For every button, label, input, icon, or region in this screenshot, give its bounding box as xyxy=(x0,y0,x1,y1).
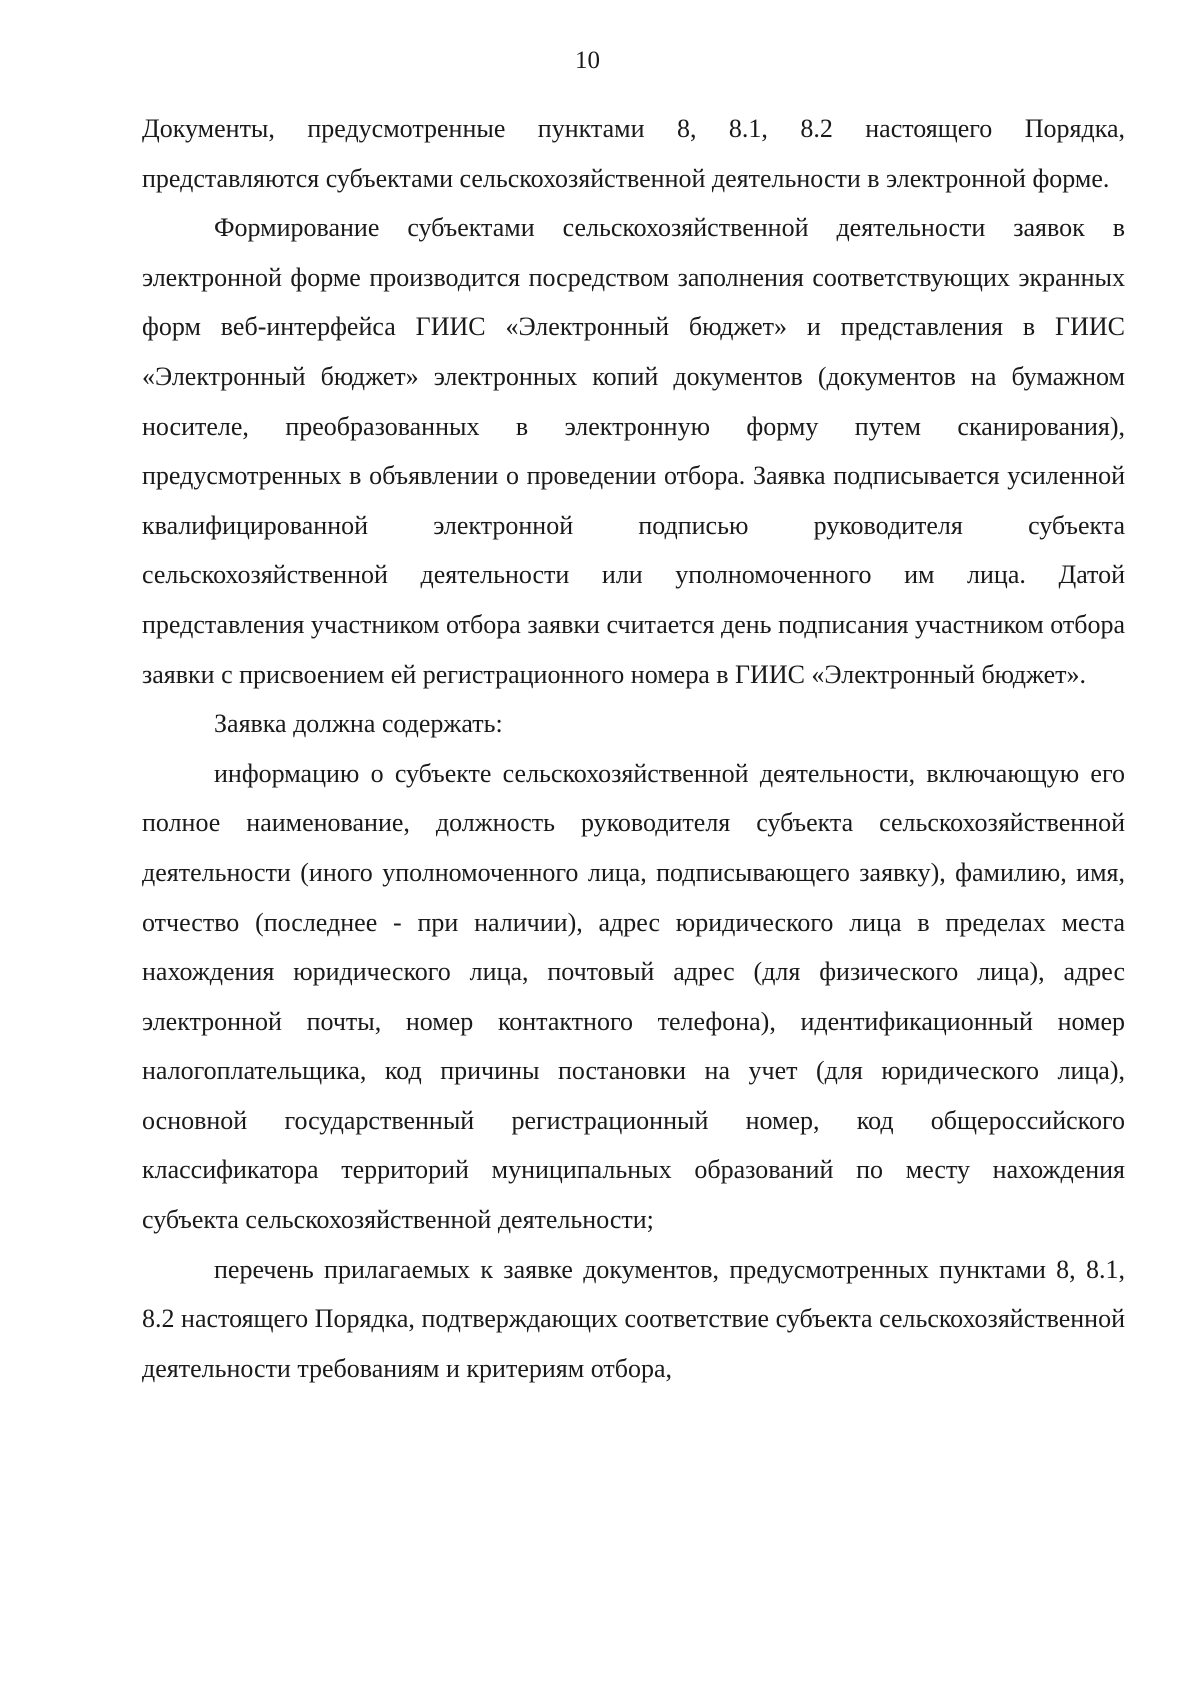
paragraph-application-forming: Формирование субъектами сельскохозяйственной деятельности заявок в электронной форме производится посредством заполнения соответствующих экранных форм веб-интерфейса ГИИС «Электронный бюджет» и представления в ГИИС «Электронный бюджет» электронных копий документов (документов на бумажном носителе, преобразованных в электронную форму путем сканирования), предусмотренных в объявлении о проведении отбора. Заявка подписывается усиленной квалифицированной электронной подписью руководителя субъекта сельскохозяйственной деятельности или уполномоченного им лица. Датой представления участником отбора заявки считается день подписания участником отбора заявки с присвоением ей регистрационного номера в ГИИС «Электронный бюджет». xyxy=(142,213,1125,689)
paragraph-electronic-documents: Документы, предусмотренные пунктами 8, 8.1, 8.2 настоящего Порядка, представляются субъектами сельскохозяйственной деятельности в электронной форме. xyxy=(142,114,1125,193)
paragraph-application-contents-intro: Заявка должна содержать: xyxy=(214,709,503,739)
document-body xyxy=(142,104,1125,1393)
paragraph-subject-information: информацию о субъекте сельскохозяйственной деятельности, включающую его полное наименование, должность руководителя субъекта сельскохозяйственной деятельности (иного уполномоченного лица, подписывающего заявку), фамилию, имя, отчество (последнее - при наличии), адрес юридического лица в пределах места нахождения юридического лица, почтовый адрес (для физического лица), адрес электронной почты, номер контактного телефона), идентификационный номер налогоплательщика, код причины постановки на учет (для юридического лица), основной государственный регистрационный номер, код общероссийского классификатора территорий муниципальных образований по месту нахождения субъекта сельскохозяйственной деятельности; xyxy=(142,758,1125,1235)
page-number: 10 xyxy=(575,47,600,74)
paragraph-attached-documents-list: перечень прилагаемых к заявке документов, предусмотренных пунктами 8, 8.1, 8.2 настоящего Порядка, подтверждающих соответствие субъекта сельскохозяйственной деятельности требованиям и критериям отбора, xyxy=(142,1254,1125,1383)
